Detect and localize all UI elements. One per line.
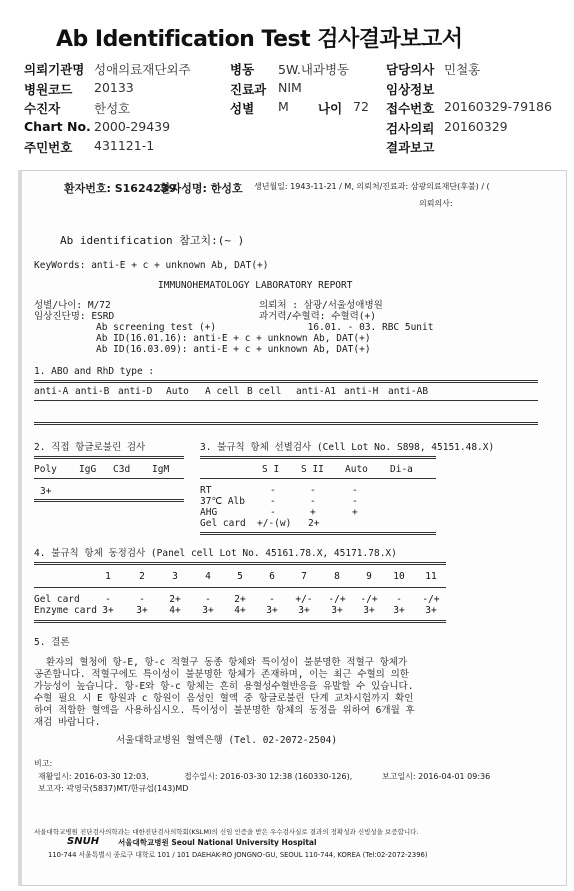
panel-gel-cell-5: 2+	[234, 594, 246, 605]
sec1-rule-mid	[34, 400, 538, 401]
patient-name: 환자성명: 한성호	[160, 182, 243, 195]
sec4-title: 4. 불규칙 항체 동정검사 (Panel cell Lot No. 45161.78.X, 45171.78.X)	[34, 548, 397, 559]
panel-col-10: 10	[393, 571, 405, 582]
dob-line: 생년월일: 1943-11-21 / M, 의뢰처/진료과: 삼광의료재단(후불) / (	[254, 182, 490, 191]
panel-enzyme-cell-8: 3+	[331, 605, 343, 616]
abo-b-cell: B cell	[247, 386, 282, 397]
panel-gel-cell-3: 2+	[169, 594, 181, 605]
value-hospital-code: 20133	[94, 80, 134, 95]
value-patient: 한성호	[94, 101, 131, 116]
panel-gel-cell-10: -	[396, 594, 402, 605]
screen-row-ahg: AHG	[200, 507, 218, 518]
label-receipt-no: 접수번호	[386, 101, 435, 116]
abo-anti-d: anti-D	[118, 386, 153, 397]
value-sex: M	[278, 99, 289, 114]
panel-enzyme-cell-3: 4+	[169, 605, 181, 616]
reference-title: Ab identification 참고치:(~ )	[60, 234, 245, 247]
screen-rt-auto: -	[352, 485, 358, 496]
dat-poly: Poly	[34, 464, 57, 475]
sec1-rule-top	[34, 380, 538, 383]
sec1-rule-bottom	[34, 422, 538, 425]
value-department: NIM	[278, 80, 302, 95]
screen-row-alb: 37℃ Alb	[200, 496, 245, 507]
label-test-request: 검사의뢰	[386, 121, 435, 136]
sec4-rule-mid	[34, 587, 446, 588]
conclusion-line-6: 재검 바랍니다.	[34, 717, 101, 728]
info-requester: 의뢰처 : 삼광/서울성애병원	[259, 300, 383, 311]
history-line-1: Ab screening test (+) 16.01. - 03. RBC 5unit	[96, 322, 434, 333]
panel-row-gel: Gel card	[34, 594, 80, 605]
panel-gel-cell-4: -	[205, 594, 211, 605]
label-sex: 성별	[230, 101, 255, 116]
label-hospital-code: 병원코드	[24, 82, 73, 97]
screen-ahg-s1: -	[270, 507, 276, 518]
sec2-title: 2. 직접 항글로불린 검사	[34, 442, 146, 453]
sec3-title: 3. 불규칙 항체 선별검사 (Cell Lot No. S898, 45151.48.X)	[200, 442, 495, 453]
value-resident-no: 431121-1	[94, 138, 155, 153]
sec2-rule-mid	[34, 478, 184, 479]
screen-rt-s2: -	[310, 485, 316, 496]
sec4-rule-bottom	[34, 620, 446, 623]
screen-s1: S I	[262, 464, 280, 475]
history-line-2: Ab ID(16.01.16): anti-E + c + unknown Ab, DAT(+)	[96, 333, 371, 344]
label-patient: 수진자	[24, 101, 61, 116]
panel-enzyme-cell-5: 4+	[234, 605, 246, 616]
info-transfusion: 과거력/수혈력: 수혈력(+)	[259, 311, 376, 322]
panel-enzyme-cell-9: 3+	[363, 605, 375, 616]
abo-anti-a1: anti-A1	[296, 386, 337, 397]
screen-alb-s2: -	[310, 496, 316, 507]
hospital-name: 서울대학교병원 Seoul National University Hospital	[118, 838, 317, 847]
dat-poly-value: 3+	[40, 486, 52, 497]
panel-gel-cell-7: +/-	[295, 594, 313, 605]
screen-auto: Auto	[345, 464, 368, 475]
abo-anti-h: anti-H	[344, 386, 379, 397]
screen-s2: S II	[301, 464, 324, 475]
screen-ahg-auto: +	[352, 507, 358, 518]
sec3-rule-bottom	[200, 532, 436, 535]
screen-row-gel: Gel card	[200, 518, 246, 529]
abo-anti-a: anti-A	[34, 386, 69, 397]
panel-gel-cell-11: -/+	[422, 594, 440, 605]
panel-col-9: 9	[366, 571, 372, 582]
screen-ahg-s2: +	[310, 507, 316, 518]
screen-rt-s1: -	[270, 485, 276, 496]
lab-report-title: IMMUNOHEMATOLOGY LABORATORY REPORT	[158, 280, 353, 291]
panel-enzyme-cell-10: 3+	[393, 605, 405, 616]
history-line-3: Ab ID(16.03.09): anti-E + c + unknown Ab, DAT(+)	[96, 344, 371, 355]
label-chart-no: Chart No.	[24, 119, 91, 134]
value-chart-no: 2000-29439	[94, 119, 171, 134]
conclusion-line-1: 환자의 혈청에 항-E, 항-c 적혈구 동종 항체와 특이성이 불분명한 적혈구 항체가	[46, 657, 408, 668]
panel-enzyme-cell-7: 3+	[298, 605, 310, 616]
panel-col-2: 2	[139, 571, 145, 582]
value-ward: 5W.내과병동	[278, 62, 350, 77]
conclusion-line-5: 하여 적합한 혈액을 사용하십시오. 특이성이 불분명한 항체의 동정을 위하여 6개월 후	[34, 705, 415, 716]
value-test-request: 20160329	[444, 119, 508, 134]
label-ward: 병동	[230, 62, 255, 77]
sec3-rule-top	[200, 456, 436, 459]
conclusion-line-4: 수혈 필요 시 E 항원과 c 항원이 음성인 혈액 중 항글로불린 단계 교차시험까지 확인	[34, 693, 414, 704]
screen-alb-s1: -	[270, 496, 276, 507]
scan-edge	[18, 170, 22, 886]
label-result-report: 결과보고	[386, 140, 435, 155]
blood-bank: 서울대학교병원 혈액은행 (Tel. 02-2072-2504)	[116, 735, 338, 746]
panel-col-4: 4	[205, 571, 211, 582]
panel-col-7: 7	[301, 571, 307, 582]
label-requesting-org: 의뢰기관명	[24, 62, 85, 77]
panel-row-enzyme: Enzyme card	[34, 605, 97, 616]
screen-gel-s2: 2+	[308, 518, 320, 529]
value-age: 72	[353, 99, 369, 114]
screen-alb-auto: -	[352, 496, 358, 507]
sec2-rule-bottom	[34, 499, 184, 502]
abo-a-cell: A cell	[205, 386, 240, 397]
dat-igg: IgG	[79, 464, 97, 475]
label-clinical-info: 임상정보	[386, 82, 435, 97]
panel-gel-cell-6: -	[269, 594, 275, 605]
panel-enzyme-cell-4: 3+	[202, 605, 214, 616]
reported-time: 보고일시: 2016-04-01 09:36	[382, 772, 491, 781]
screen-dia: Di-a	[390, 464, 413, 475]
value-receipt-no: 20160329-79186	[444, 99, 552, 114]
remark-label: 비고:	[34, 759, 53, 768]
panel-gel-cell-2: -	[139, 594, 145, 605]
abo-anti-b: anti-B	[75, 386, 110, 397]
panel-gel-cell-9: -/+	[360, 594, 378, 605]
panel-enzyme-cell-2: 3+	[136, 605, 148, 616]
certification: 서울대학교병원 진단검사의학과는 대한진단검사의학회(KSLM)의 신임 인증을 받은 우수검사실로 결과의 정확성과 신빙성을 보증합니다.	[34, 828, 419, 836]
label-department: 진료과	[230, 82, 267, 97]
screen-row-rt: RT	[200, 485, 212, 496]
value-doctor: 민철홍	[444, 62, 481, 77]
panel-col-6: 6	[269, 571, 275, 582]
panel-col-3: 3	[172, 571, 178, 582]
panel-col-11: 11	[425, 571, 437, 582]
patient-no: 환자번호: S1624239	[64, 182, 177, 195]
sec4-rule-top	[34, 562, 446, 565]
panel-enzyme-cell-6: 3+	[266, 605, 278, 616]
conclusion-line-2: 공존합니다. 적혈구에도 특이성이 불분명한 항체가 존재하며, 이는 최근 수혈의 의한	[34, 669, 409, 680]
info-sex-age: 성별/나이: M/72	[34, 300, 111, 311]
panel-col-8: 8	[334, 571, 340, 582]
panel-enzyme-cell-1: 3+	[102, 605, 114, 616]
hospital-address: 110-744 서울특별시 종로구 대학로 101 / 101 DAEHAK-RO JONGNO-GU, SEOUL 110-744, KOREA (Tel:02-2072-2396)	[48, 851, 428, 859]
dat-igm: IgM	[152, 464, 170, 475]
label-resident-no: 주민번호	[24, 140, 73, 155]
abo-anti-ab: anti-AB	[388, 386, 429, 397]
sec5-title: 5. 결론	[34, 637, 70, 648]
value-requesting-org: 성애의료재단외주	[94, 62, 191, 77]
keywords: KeyWords: anti-E + c + unknown Ab, DAT(+)	[34, 260, 269, 271]
label-age: 나이	[318, 101, 343, 116]
received-time: 재활일시: 2016-03-30 12:03,	[38, 772, 149, 781]
conclusion-line-3: 가능성이 높습니다. 항-E와 항-c 항체는 흔히 용혈성수혈반응을 유발할 수 있습니다.	[34, 681, 414, 692]
snuh-logo: SNUH	[67, 836, 100, 847]
panel-gel-cell-1: -	[105, 594, 111, 605]
report-title: Ab Identification Test 검사결과보고서	[56, 27, 463, 52]
reporter: 보고자: 곽영국(5837)MT/한규섭(143)MD	[38, 784, 189, 793]
dat-c3d: C3d	[113, 464, 131, 475]
info-diagnosis: 임상진단명: ESRD	[34, 311, 115, 322]
accepted-time: 접수일시: 2016-03-30 12:38 (160330-126),	[184, 772, 353, 781]
panel-col-1: 1	[105, 571, 111, 582]
screen-gel-s1: +/-(w)	[257, 518, 292, 529]
doctor-line: 의뢰의사:	[419, 199, 453, 208]
sec2-rule-top	[34, 456, 184, 459]
label-doctor: 담당의사	[386, 62, 435, 77]
sec1-title: 1. ABO and RhD type :	[34, 366, 155, 377]
abo-auto: Auto	[166, 386, 189, 397]
panel-col-5: 5	[237, 571, 243, 582]
panel-gel-cell-8: -/+	[328, 594, 346, 605]
sec3-rule-mid	[200, 478, 436, 479]
panel-enzyme-cell-11: 3+	[425, 605, 437, 616]
